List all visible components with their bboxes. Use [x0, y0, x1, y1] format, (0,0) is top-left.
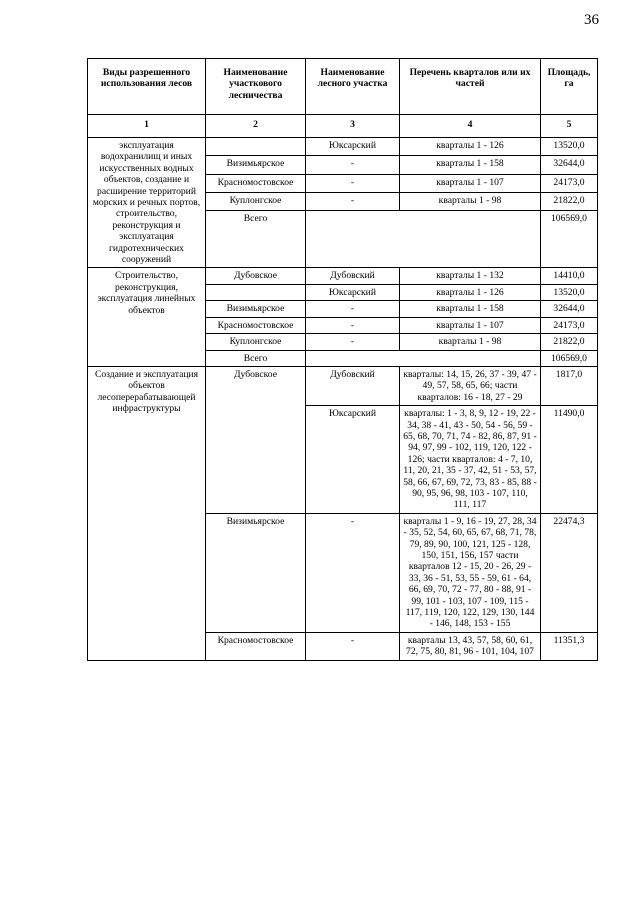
- column-number: 1: [88, 115, 206, 138]
- uchastok-cell: Юксарский: [306, 284, 400, 300]
- area-cell: 21822,0: [541, 193, 598, 211]
- area-cell: 24173,0: [541, 317, 598, 333]
- lesnichestvo-cell: Дубовское: [206, 366, 306, 513]
- total-label: Всего: [206, 350, 306, 366]
- area-cell: 14410,0: [541, 268, 598, 284]
- total-area: 106569,0: [541, 211, 598, 268]
- kvartaly-cell: кварталы 1 - 126: [400, 284, 541, 300]
- kvartaly-cell: кварталы 1 - 132: [400, 268, 541, 284]
- area-cell: 32644,0: [541, 301, 598, 317]
- total-empty-cell: [306, 211, 541, 268]
- lesnichestvo-cell: [206, 284, 306, 300]
- use-type-cell: Строительство, реконструкция, эксплуатация линейных объектов: [88, 268, 206, 366]
- uchastok-cell: Юксарский: [306, 138, 400, 156]
- lesnichestvo-cell: Дубовское: [206, 268, 306, 284]
- header-lesnichestvo: Наименование участкового лесничества: [206, 59, 306, 115]
- lesnichestvo-cell: Визимьярское: [206, 156, 306, 174]
- uchastok-cell: -: [306, 334, 400, 350]
- kvartaly-cell: кварталы 1 - 107: [400, 174, 541, 192]
- header-row: [88, 59, 598, 115]
- lesnichestvo-cell: Куплонгское: [206, 334, 306, 350]
- lesnichestvo-cell: Красномостовское: [206, 174, 306, 192]
- lesnichestvo-cell: Куплонгское: [206, 193, 306, 211]
- kvartaly-cell: кварталы 1 - 158: [400, 301, 541, 317]
- lesnichestvo-cell: Визимьярское: [206, 513, 306, 632]
- column-number: 3: [306, 115, 400, 138]
- kvartaly-cell: кварталы 1 - 158: [400, 156, 541, 174]
- column-number-row: [88, 115, 598, 138]
- lesnichestvo-cell: Красномостовское: [206, 632, 306, 660]
- header-area: Площадь, га: [541, 59, 598, 115]
- kvartaly-cell: кварталы: 14, 15, 26, 37 - 39, 47 - 49, 57, 58, 65, 66; части кварталов: 16 - 18, 27 - 29: [400, 366, 541, 405]
- kvartaly-cell: кварталы 1 - 107: [400, 317, 541, 333]
- total-area: 106569,0: [541, 350, 598, 366]
- area-cell: 11490,0: [541, 406, 598, 514]
- uchastok-cell: -: [306, 156, 400, 174]
- table-row: [88, 268, 598, 284]
- kvartaly-cell: кварталы: 1 - 3, 8, 9, 12 - 19, 22 - 34, 38 - 41, 43 - 50, 54 - 56, 59 - 65, 68, 70, 71, 74 - 82, 86, 87, 91 - 94, 97, 99 - 102, 119, 120, 122 - 126; части кварталов: 4 - 7, 10, 11, 20, 21, 35 - 37, 42, 51 - 53, 57, 58, 66, 67, 69, 72, 73, 83 - 85, 88 - 90, 95, 96, 98, 103 - 107, 110, 111, 117: [400, 406, 541, 514]
- uchastok-cell: -: [306, 174, 400, 192]
- uchastok-cell: -: [306, 513, 400, 632]
- area-cell: 32644,0: [541, 156, 598, 174]
- use-type-cell: Создание и эксплуатация объектов лесоперерабатывающей инфраструктуры: [88, 366, 206, 660]
- forest-use-table: [87, 58, 598, 661]
- table-row: [88, 138, 598, 156]
- uchastok-cell: -: [306, 317, 400, 333]
- total-empty-cell: [306, 350, 541, 366]
- kvartaly-cell: кварталы 1 - 9, 16 - 19, 27, 28, 34 - 35, 52, 54, 60, 65, 67, 68, 71, 78, 79, 89, 90, 100, 121, 125 - 128, 150, 151, 156, 157 части кварталов 12 - 15, 20 - 26, 29 - 33, 36 - 51, 53, 55 - 59, 61 - 64, 66, 69, 70, 72 - 77, 80 - 88, 91 - 99, 101 - 103, 107 - 109, 115 - 117, 119, 120, 122, 129, 130, 144 - 146, 148, 153 - 155: [400, 513, 541, 632]
- uchastok-cell: Дубовский: [306, 268, 400, 284]
- area-cell: 24173,0: [541, 174, 598, 192]
- lesnichestvo-cell: Красномостовское: [206, 317, 306, 333]
- kvartaly-cell: кварталы 1 - 98: [400, 334, 541, 350]
- area-cell: 11351,3: [541, 632, 598, 660]
- uchastok-cell: Дубовский: [306, 366, 400, 405]
- header-use-type: Виды разрешенного использования лесов: [88, 59, 206, 115]
- area-cell: 21822,0: [541, 334, 598, 350]
- column-number: 5: [541, 115, 598, 138]
- uchastok-cell: -: [306, 301, 400, 317]
- kvartaly-cell: кварталы 1 - 98: [400, 193, 541, 211]
- column-number: 2: [206, 115, 306, 138]
- lesnichestvo-cell: Визимьярское: [206, 301, 306, 317]
- total-label: Всего: [206, 211, 306, 268]
- area-cell: 1817,0: [541, 366, 598, 405]
- area-cell: 22474,3: [541, 513, 598, 632]
- lesnichestvo-cell: [206, 138, 306, 156]
- area-cell: 13520,0: [541, 138, 598, 156]
- kvartaly-cell: кварталы 13, 43, 57, 58, 60, 61, 72, 75, 80, 81, 96 - 101, 104, 107: [400, 632, 541, 660]
- uchastok-cell: -: [306, 632, 400, 660]
- kvartaly-cell: кварталы 1 - 126: [400, 138, 541, 156]
- use-type-cell: эксплуатация водохранилищ и иных искусственных водных объектов, создание и расширение территорий морских и речных портов, строительство, реконструкция и эксплуатация гидротехнических сооружений: [88, 138, 206, 268]
- table-row: [88, 366, 598, 405]
- area-cell: 13520,0: [541, 284, 598, 300]
- column-number: 4: [400, 115, 541, 138]
- page-number: 36: [584, 12, 599, 28]
- header-uchastok: Наименование лесного участка: [306, 59, 400, 115]
- header-kvartaly: Перечень кварталов или их частей: [400, 59, 541, 115]
- uchastok-cell: Юксарский: [306, 406, 400, 514]
- uchastok-cell: -: [306, 193, 400, 211]
